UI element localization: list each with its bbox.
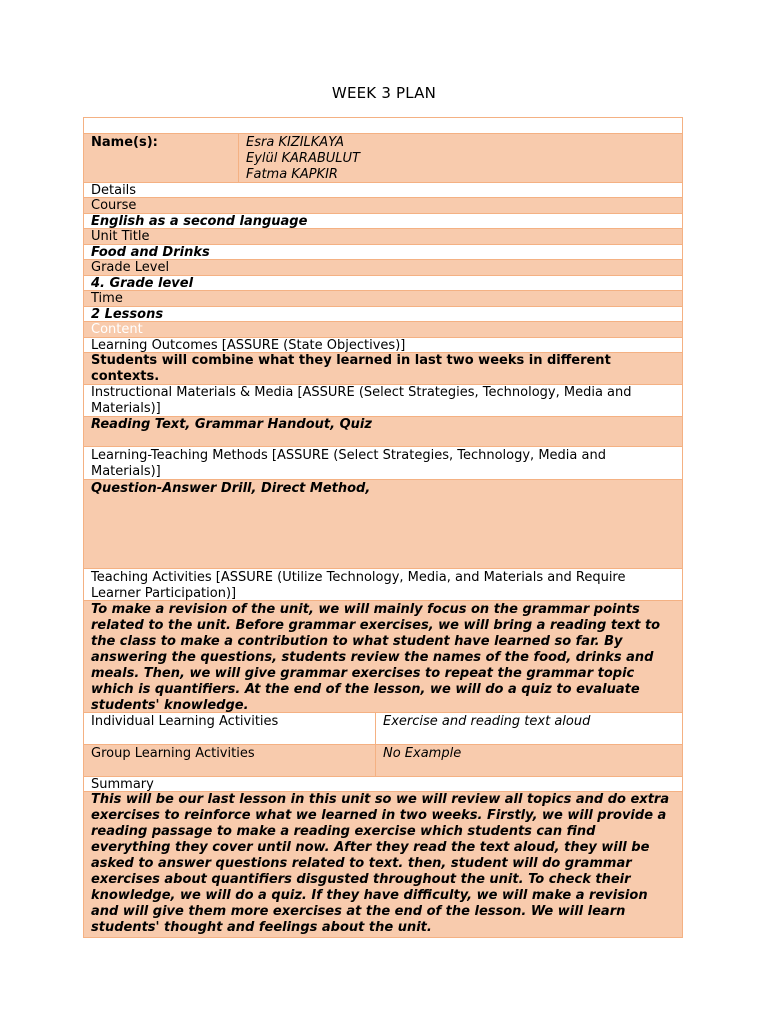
content-row xyxy=(84,322,682,338)
grade-level-label-row xyxy=(84,260,682,276)
instructional-materials-label-row xyxy=(84,385,682,417)
name-1: Esra KIZILKAYA xyxy=(246,135,345,150)
page-title: WEEK 3 PLAN xyxy=(331,84,437,102)
individual-activities-label: Individual Learning Activities xyxy=(84,713,376,744)
unit-title-value-row xyxy=(84,245,682,260)
course-value: English as a second language xyxy=(91,214,308,228)
grade-level-value-row xyxy=(84,276,682,291)
summary-value: This will be our last lesson in this unit so we will review all topics and do extra exercises to reinforce what we learned in two weeks. Firstly, we will provide a reading passage to make a reading exercise which students can find everything they cover until now. After they read the text aloud, they will be asked to answer questions related to text. then, student will do grammar exercises about quantifiers disgusted throughout the unit. To check their knowledge, we will do a quiz. If they have difficulty, we will make a revision and will give them more exercises at the end of the lesson. We will learn students' thought and feelings about the unit. xyxy=(91,792,670,935)
lesson-plan-table xyxy=(83,117,683,938)
methods-label-row xyxy=(84,447,682,480)
instructional-materials-value: Reading Text, Grammar Handout, Quiz xyxy=(91,417,372,432)
grade-level-value: 4. Grade level xyxy=(91,276,194,290)
instructional-materials-label: Instructional Materials & Media [ASSURE (Select Strategies, Technology, Media and Materials)] xyxy=(91,385,632,416)
name-2: Eylül KARABULUT xyxy=(246,151,360,166)
instructional-materials-value-row xyxy=(84,417,682,447)
group-activities-row xyxy=(84,745,682,777)
unit-title-value: Food and Drinks xyxy=(91,245,210,259)
unit-title-label: Unit Title xyxy=(91,229,150,244)
unit-title-label-row xyxy=(84,229,682,245)
teaching-activities-value: To make a revision of the unit, we will mainly focus on the grammar points related to the unit. Before grammar exercises, we will bring a reading text to the class to make a contribution to what student have learned so far. By answering the questions, students review the names of the food, drinks and meals. Then, we will give grammar exercises to repeat the grammar topic which is quantifiers. At the end of the lesson, we will do a quiz to evaluate students' knowledge. xyxy=(91,602,661,712)
content-label: Content xyxy=(91,322,143,337)
methods-value: Question-Answer Drill, Direct Method, xyxy=(91,481,371,496)
learning-outcomes-label: Learning Outcomes [ASSURE (State Objectives)] xyxy=(91,338,406,352)
summary-value-row xyxy=(84,792,682,937)
time-label-row xyxy=(84,291,682,307)
course-value-row xyxy=(84,214,682,229)
course-label-row xyxy=(84,198,682,214)
top-blank-row xyxy=(84,118,682,134)
time-label: Time xyxy=(91,291,123,306)
details-label: Details xyxy=(91,183,137,197)
summary-label-row xyxy=(84,777,682,792)
names-label: Name(s): xyxy=(84,134,239,182)
names-list xyxy=(239,134,682,182)
individual-activities-row xyxy=(84,713,682,745)
methods-value-row xyxy=(84,480,682,569)
time-value: 2 Lessons xyxy=(91,307,164,321)
group-activities-value: No Example xyxy=(383,746,462,761)
names-row xyxy=(84,134,682,183)
teaching-activities-value-row xyxy=(84,601,682,713)
teaching-activities-label: Teaching Activities [ASSURE (Utilize Technology, Media, and Materials and Require Learner Participation)] xyxy=(91,570,626,600)
teaching-activities-label-row xyxy=(84,569,682,601)
methods-label: Learning-Teaching Methods [ASSURE (Select Strategies, Technology, Media and Materials)] xyxy=(91,448,606,479)
course-label: Course xyxy=(91,198,137,213)
group-activities-label: Group Learning Activities xyxy=(84,745,376,776)
grade-level-label: Grade Level xyxy=(91,260,170,275)
details-row xyxy=(84,183,682,198)
learning-outcomes-value-row xyxy=(84,353,682,385)
name-3: Fatma KAPKIR xyxy=(246,167,338,182)
time-value-row xyxy=(84,307,682,322)
summary-label: Summary xyxy=(91,777,154,791)
learning-outcomes-label-row xyxy=(84,338,682,353)
learning-outcomes-value: Students will combine what they learned in last two weeks in different contexts. xyxy=(91,353,611,384)
individual-activities-value: Exercise and reading text aloud xyxy=(383,714,591,729)
